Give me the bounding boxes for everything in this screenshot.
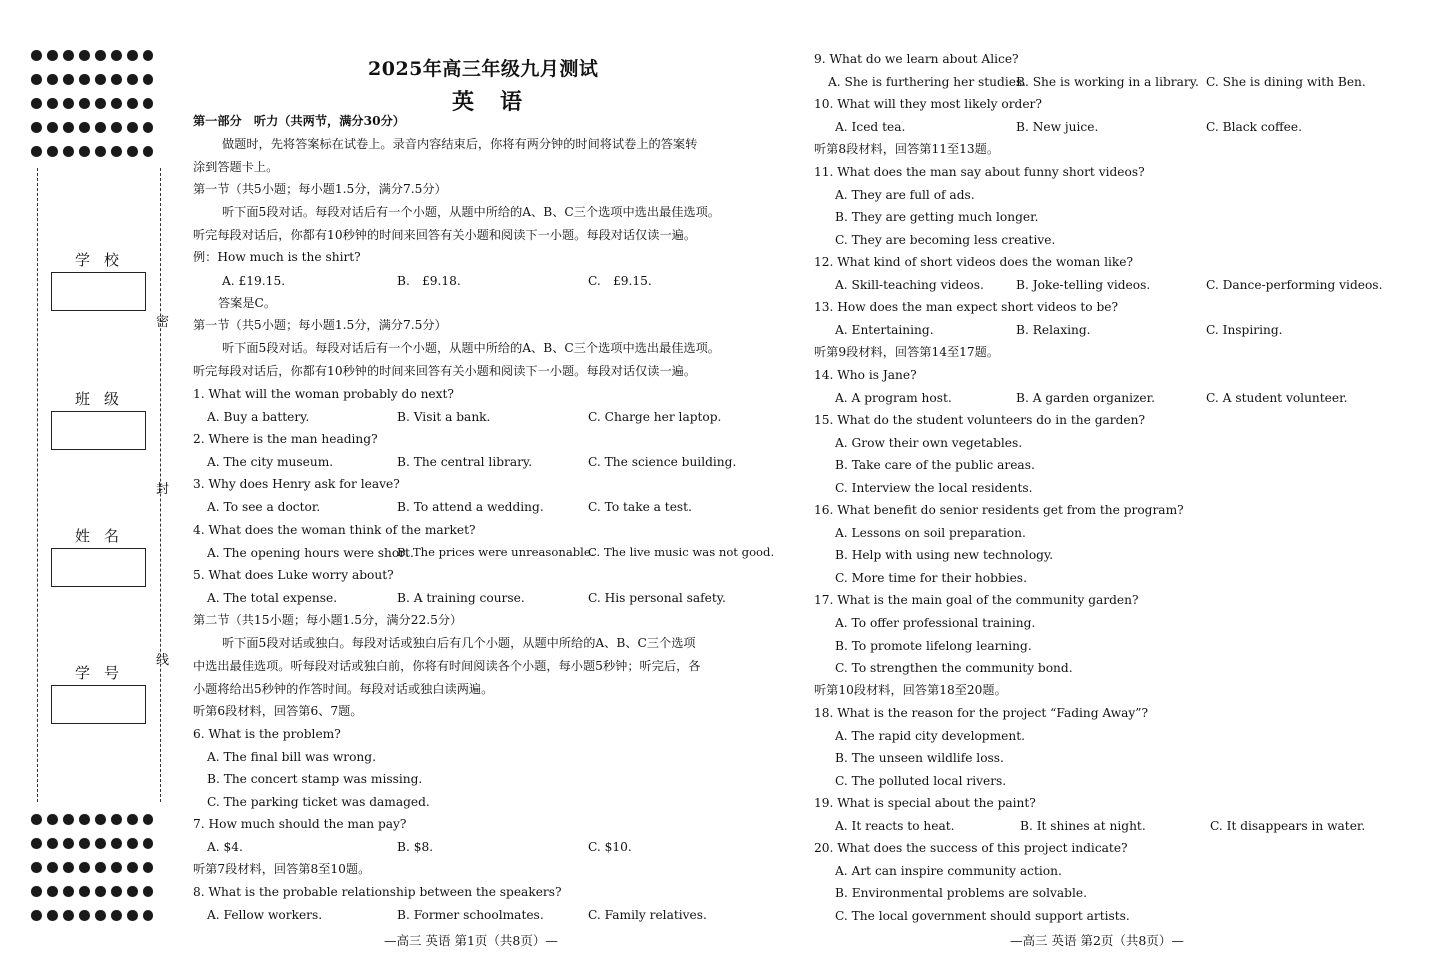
intro-line: 涂到答题卡上。 <box>193 160 279 174</box>
dot-row <box>31 910 153 921</box>
student-id-label: 学号 <box>75 664 134 682</box>
option-b: B. She is working in a library. <box>1016 75 1199 89</box>
option-c: C. The polluted local rivers. <box>835 774 1007 788</box>
dot-row <box>31 862 153 873</box>
question: 4. What does the woman think of the market? <box>193 523 476 537</box>
option-c: C. Black coffee. <box>1206 120 1302 134</box>
option-a: A. Buy a battery. <box>207 410 310 424</box>
dot-row <box>31 122 153 133</box>
question: 17. What is the main goal of the community garden? <box>814 593 1139 607</box>
option-c: C. Family relatives. <box>588 908 707 922</box>
seal-char: 密 <box>156 315 170 330</box>
option-a: A. Lessons on soil preparation. <box>835 526 1026 540</box>
question: 13. How does the man expect short videos to be? <box>814 300 1119 314</box>
option-b: B. Visit a bank. <box>397 410 491 424</box>
option-b: B. They are getting much longer. <box>835 210 1039 224</box>
option-a: A. To see a doctor. <box>207 500 321 514</box>
instructions: 听下面5段对话。每段对话后有一个小题，从题中所给的A、B、C三个选项中选出最佳选项。 <box>222 205 720 219</box>
name-field[interactable] <box>51 548 146 587</box>
question: 12. What kind of short videos does the woman like? <box>814 255 1134 269</box>
option-b: B. Take care of the public areas. <box>835 458 1035 472</box>
material-heading: 听第9段材料，回答第14至17题。 <box>814 345 1000 359</box>
dot-row <box>31 886 153 897</box>
option-a: A. Skill-teaching videos. <box>835 278 984 292</box>
example-answer: 答案是C。 <box>218 296 277 310</box>
school-field[interactable] <box>51 272 146 311</box>
school-label: 学校 <box>75 251 134 269</box>
option-c: C. Dance-performing videos. <box>1206 278 1383 292</box>
option-c: C. Charge her laptop. <box>588 410 722 424</box>
subject-title: 英语 <box>452 89 549 115</box>
dashed-line-left <box>37 168 38 802</box>
option-a: A. They are full of ads. <box>835 188 975 202</box>
class-label: 班级 <box>75 390 134 408</box>
option-c: C. Inspiring. <box>1206 323 1283 337</box>
option-b: B. Help with using new technology. <box>835 548 1054 562</box>
section-heading: 第二节（共15小题；每小题1.5分，满分22.5分） <box>193 613 463 627</box>
option-c: C. More time for their hobbies. <box>835 571 1027 585</box>
option-c: C. The local government should support artists. <box>835 909 1130 923</box>
option-c: C. They are becoming less creative. <box>835 233 1056 247</box>
option-b: B. Joke-telling videos. <box>1016 278 1151 292</box>
option-a: A. To offer professional training. <box>835 616 1036 630</box>
option-c: C. She is dining with Ben. <box>1206 75 1366 89</box>
name-label: 姓名 <box>75 527 134 545</box>
instructions: 中选出最佳选项。听每段对话或独白前，你将有时间阅读各个小题，每小题5秒钟；听完后，各 <box>193 659 701 673</box>
option-c: C. $10. <box>588 840 632 854</box>
option-c: C. To strengthen the community bond. <box>835 661 1073 675</box>
dot-row <box>31 146 153 157</box>
option-b: B. The concert stamp was missing. <box>207 772 423 786</box>
option-b: B. It shines at night. <box>1020 819 1146 833</box>
material-heading: 听第10段材料，回答第18至20题。 <box>814 683 1007 697</box>
section-heading: 第一节（共5小题；每小题1.5分，满分7.5分） <box>193 182 447 196</box>
option-a: A. The rapid city development. <box>835 729 1026 743</box>
question: 11. What does the man say about funny short videos? <box>814 165 1145 179</box>
option-b: B. The prices were unreasonable. <box>397 545 595 559</box>
question: 15. What do the student volunteers do in the garden? <box>814 413 1146 427</box>
student-id-field[interactable] <box>51 685 146 724</box>
option-a: A. It reacts to heat. <box>835 819 955 833</box>
page-footer: —高三 英语 第1页（共8页）— <box>384 933 558 948</box>
question: 8. What is the probable relationship between the speakers? <box>193 885 562 899</box>
seal-char: 封 <box>156 482 170 497</box>
instructions: 听完每段对话后，你都有10秒钟的时间来回答有关小题和阅读下一小题。每段对话仅读一遍。 <box>193 364 697 378</box>
option-a: A. The final bill was wrong. <box>207 750 376 764</box>
question: 1. What will the woman probably do next? <box>193 387 454 401</box>
part-heading: 第一部分 听力（共两节，满分30分） <box>193 114 405 128</box>
dot-row <box>31 814 153 825</box>
option-a: A. A program host. <box>835 391 952 405</box>
page-footer: —高三 英语 第2页（共8页）— <box>1010 933 1184 948</box>
option-b: B. To promote lifelong learning. <box>835 639 1032 653</box>
option-a: A. Art can inspire community action. <box>835 864 1062 878</box>
option-a: A. She is furthering her studies. <box>828 75 1027 89</box>
option-b: B. $8. <box>397 840 434 854</box>
option-a: A. Entertaining. <box>835 323 934 337</box>
option-b: B. A training course. <box>397 591 525 605</box>
seal-char: 线 <box>156 653 170 668</box>
example-option-b: B. £9.18. <box>397 274 461 288</box>
dot-row <box>31 838 153 849</box>
option-a: A. $4. <box>207 840 243 854</box>
instructions: 听下面5段对话或独白。每段对话或独白后有几个小题，从题中所给的A、B、C三个选项 <box>222 636 696 650</box>
dot-row <box>31 50 153 61</box>
question: 16. What benefit do senior residents get from the program? <box>814 503 1184 517</box>
option-c: C. The live music was not good. <box>588 545 775 559</box>
question: 6. What is the problem? <box>193 727 341 741</box>
question: 20. What does the success of this project indicate? <box>814 841 1128 855</box>
dot-row <box>31 74 153 85</box>
section-heading: 第一节（共5小题；每小题1.5分，满分7.5分） <box>193 318 447 332</box>
option-a: A. The city museum. <box>207 455 334 469</box>
option-b: B. The central library. <box>397 455 533 469</box>
question: 14. Who is Jane? <box>814 368 917 382</box>
question: 9. What do we learn about Alice? <box>814 52 1019 66</box>
example-option-a: A. £19.15. <box>222 274 286 288</box>
question: 18. What is the reason for the project “Fading Away”? <box>814 706 1149 720</box>
option-b: B. To attend a wedding. <box>397 500 544 514</box>
option-b: B. The unseen wildlife loss. <box>835 751 1004 765</box>
question: 7. How much should the man pay? <box>193 817 407 831</box>
exam-title: 2025年高三年级九月测试 <box>368 58 599 80</box>
option-c: C. His personal safety. <box>588 591 726 605</box>
question: 10. What will they most likely order? <box>814 97 1042 111</box>
option-c: C. To take a test. <box>588 500 692 514</box>
option-b: B. Environmental problems are solvable. <box>835 886 1087 900</box>
example-question: 例：How much is the shirt? <box>193 250 361 264</box>
material-heading: 听第6段材料，回答第6、7题。 <box>193 704 363 718</box>
question: 2. Where is the man heading? <box>193 432 378 446</box>
option-c: C. A student volunteer. <box>1206 391 1348 405</box>
instructions: 小题将给出5秒钟的作答时间。每段对话或独白读两遍。 <box>193 682 494 696</box>
question: 19. What is special about the paint? <box>814 796 1036 810</box>
option-b: B. A garden organizer. <box>1016 391 1155 405</box>
option-c: C. It disappears in water. <box>1210 819 1366 833</box>
option-a: A. Grow their own vegetables. <box>835 436 1023 450</box>
intro-line: 做题时，先将答案标在试卷上。录音内容结束后，你将有两分钟的时间将试卷上的答案转 <box>222 137 698 151</box>
question: 5. What does Luke worry about? <box>193 568 394 582</box>
material-heading: 听第7段材料，回答第8至10题。 <box>193 862 371 876</box>
class-field[interactable] <box>51 411 146 450</box>
example-option-c: C. £9.15. <box>588 274 652 288</box>
instructions: 听完每段对话后，你都有10秒钟的时间来回答有关小题和阅读下一小题。每段对话仅读一遍。 <box>193 228 697 242</box>
option-a: A. Iced tea. <box>835 120 906 134</box>
option-c: C. The parking ticket was damaged. <box>207 795 430 809</box>
option-b: B. New juice. <box>1016 120 1099 134</box>
option-a: A. The total expense. <box>207 591 338 605</box>
option-b: B. Relaxing. <box>1016 323 1091 337</box>
option-b: B. Former schoolmates. <box>397 908 544 922</box>
dot-row <box>31 98 153 109</box>
question: 3. Why does Henry ask for leave? <box>193 477 400 491</box>
material-heading: 听第8段材料，回答第11至13题。 <box>814 142 1000 156</box>
option-a: A. Fellow workers. <box>207 908 323 922</box>
option-a: A. The opening hours were short. <box>207 546 414 560</box>
option-c: C. Interview the local residents. <box>835 481 1033 495</box>
instructions: 听下面5段对话。每段对话后有一个小题，从题中所给的A、B、C三个选项中选出最佳选项。 <box>222 341 720 355</box>
option-c: C. The science building. <box>588 455 737 469</box>
